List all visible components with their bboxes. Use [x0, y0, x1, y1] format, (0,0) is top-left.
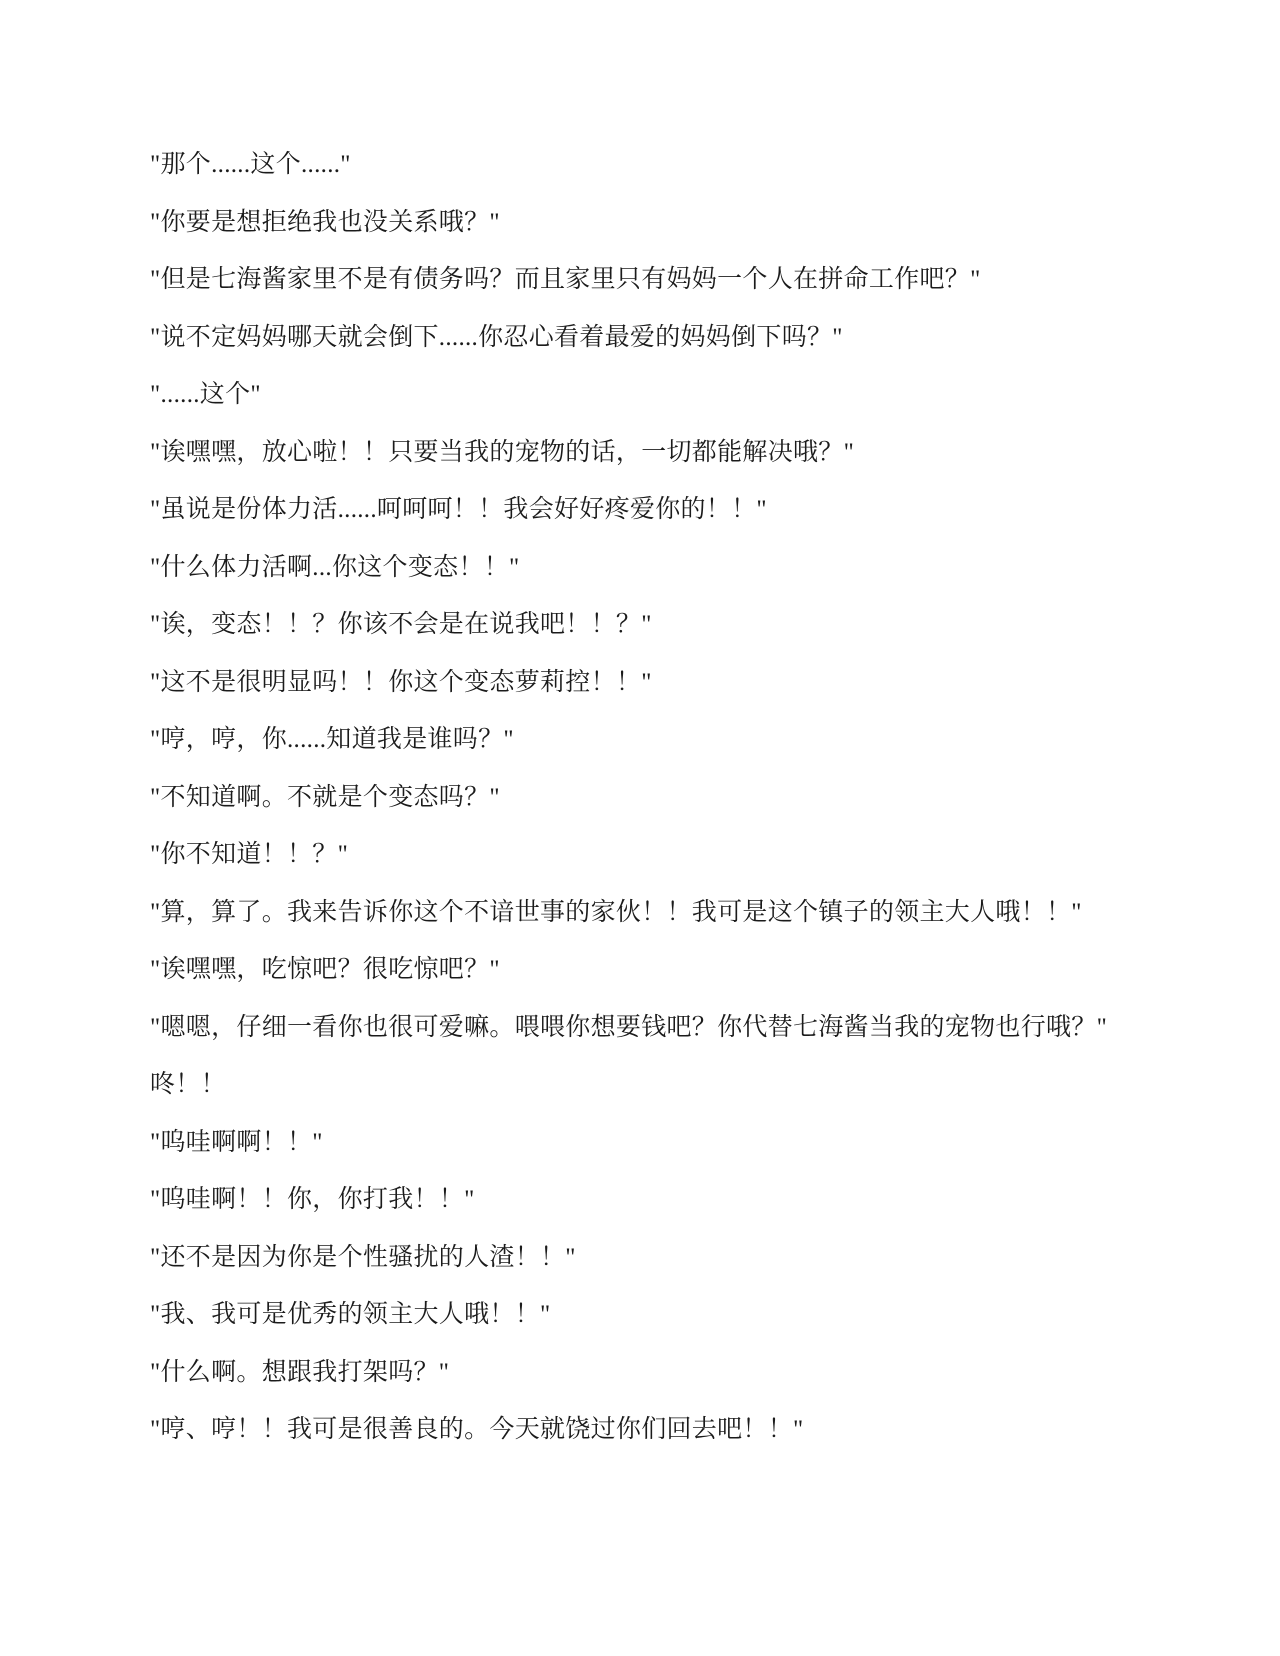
dialogue-line: "哼，哼，你......知道我是谁吗？": [150, 726, 514, 753]
dialogue-line: "说不定妈妈哪天就会倒下......你忍心看着最爱的妈妈倒下吗？": [150, 323, 843, 351]
dialogue-line: "但是七海酱家里不是有债务吗？而且家里只有妈妈一个人在拼命工作吧？": [150, 266, 981, 293]
dialogue-line: 咚！！: [150, 1071, 226, 1098]
dialogue-line: "我、我可是优秀的领主大人哦！！": [150, 1301, 551, 1328]
dialogue-line: "你要是想拒绝我也没关系哦？": [150, 208, 500, 236]
dialogue-line: "不知道啊。不就是个变态吗？": [150, 783, 500, 811]
dialogue-line: "这不是很明显吗！！你这个变态萝莉控！！": [150, 668, 652, 696]
dialogue-line: "嗯嗯，仔细一看你也很可爱嘛。喂喂你想要钱吧？你代替七海酱当我的宠物也行哦？": [150, 1013, 1108, 1041]
dialogue-line: "你不知道！！？": [150, 841, 349, 868]
dialogue-line: "呜哇啊！！你，你打我！！": [150, 1186, 475, 1213]
dialogue-line: "那个......这个......": [150, 151, 351, 178]
dialogue-line: "还不是因为你是个性骚扰的人渣！！": [150, 1243, 576, 1271]
dialogue-line: "什么体力活啊...你这个变态！！": [150, 553, 520, 581]
dialogue-line: "虽说是份体力活......呵呵呵！！我会好好疼爱你的！！": [150, 496, 767, 523]
dialogue-line: "诶嘿嘿，放心啦！！只要当我的宠物的话，一切都能解决哦？": [150, 438, 855, 466]
dialogue-line: "哼、哼！！我可是很善良的。今天就饶过你们回去吧！！": [150, 1416, 804, 1443]
dialogue-line: "什么啊。想跟我打架吗？": [150, 1358, 450, 1386]
dialogue-text: [150, 136, 1130, 1459]
dialogue-line: "算，算了。我来告诉你这个不谙世事的家伙！！我可是这个镇子的领主大人哦！！": [150, 898, 1082, 926]
dialogue-line: "诶，变态！！？你该不会是在说我吧！！？": [150, 611, 652, 638]
dialogue-line: "呜哇啊啊！！": [150, 1128, 323, 1156]
dialogue-line: "......这个": [150, 381, 261, 408]
dialogue-line: "诶嘿嘿，吃惊吧？很吃惊吧？": [150, 956, 500, 983]
